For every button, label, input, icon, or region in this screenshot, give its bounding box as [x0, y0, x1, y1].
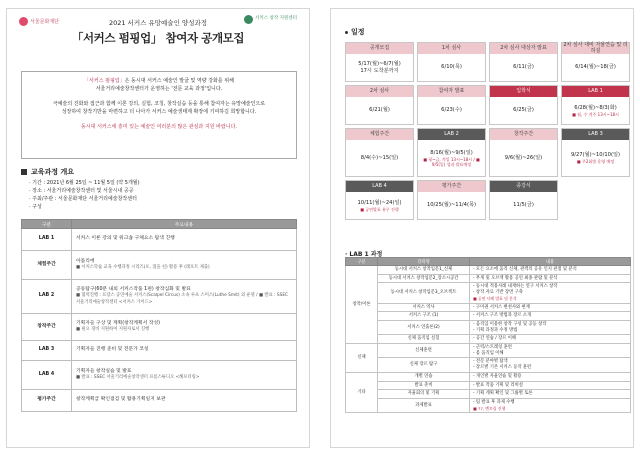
table-row: 동시대 서커스 창작입문3_오브젝트 - 동시대 적용사례 내재하는 연구 서커스 창작 - 창작 자료 기반 장면 구축 ■ 공연 사례 발표 및 분석: [346, 283, 631, 303]
schedule-row: [345, 42, 631, 82]
table-row: 체험주간 아틀리에 ■ 서커스학습 교육 수행과정 시리즈(포, 접을 친) 활용 후 (레포트 제출): [22, 251, 297, 280]
schedule-cell: LAB 4 10/11(월)~24(일) ■ 공연발표 유무 진행: [345, 180, 414, 220]
overview-period: · 기간 : 2021년 6월 25일 ~ 11월 5일 (약 5개월): [29, 180, 140, 186]
square-bullet-icon: [21, 169, 27, 175]
table-row: 발표 준비 - 발표 작품 기획 및 리허설: [346, 381, 631, 390]
schedule-cell: 체험주간 8/4(수)~15(일): [345, 128, 414, 177]
schedule-row: [345, 128, 631, 177]
table-row: 신체 움직임 실험 - 공간 연습 / 장르 이해: [346, 335, 631, 344]
curriculum-table: [21, 219, 297, 412]
schedule-cell: LAB 1 6/28(월)~8/3(화) ■ 월, 수 격주 13시~18시: [561, 85, 630, 125]
table-row: 창작주간 기획자들 구상 및 계획(창작계획서 작성) ■ 필요 경비 지원하여 지원자로서 진행: [22, 314, 297, 341]
schedule-heading: 일정: [345, 27, 365, 37]
program-subtitle: 2021 서커스 유망예술인 양성과정: [108, 19, 208, 27]
table-row: 평가주간 창작계획급 확인점검 및 활용기획일지 보관: [22, 390, 297, 412]
schedule-cell-empty: [561, 180, 630, 220]
table-header: 주요내용: [72, 220, 297, 229]
table-row: 동시대 서커스 창작입문2_장소시공간 - 무게 및 오브젝 활용 공연 최종 관람 및 분석: [346, 274, 631, 283]
overview-structure: · 구성: [29, 204, 42, 210]
schedule-cell: 입학식 6/25(금): [489, 85, 558, 125]
overview-place: · 장소 : 서울거리예술창작센터 및 서울시내 공공: [29, 188, 134, 194]
schedule-grid: [345, 42, 631, 223]
table-row: 신체 신체훈련 - 근력/스트레칭 훈련 - 몸 움직임 이해: [346, 344, 631, 358]
schedule-cell: 공개모집 5/17(월)~6/7(월) 17시 도착분까지: [345, 42, 414, 82]
schedule-cell: 2차 심사 대상자 발표 6/11(금): [489, 42, 558, 82]
table-row: 창작/이론 동시대 서커스 창작입문1_신체 - 모든 요소에 움직 신체, 관객의 공유 인지 관점 및 분석: [346, 266, 631, 275]
table-row: LAB 1 서커스 이론 강의 및 워크숍 구체요소 탐색 진행: [22, 229, 297, 251]
schedule-cell: 종강식 11/5(금): [489, 180, 558, 220]
overview-host: · 주최/주관 : 서울문화재단 서울거리예술창작센터: [29, 196, 137, 202]
schedule-cell: 1차 심사 6/10(목): [417, 42, 486, 82]
bullet-icon: [345, 31, 348, 34]
schedule-row: [345, 180, 631, 220]
section-heading: 교육과정 개요: [21, 167, 74, 177]
lab1-heading: · LAB 1 과정: [345, 251, 383, 258]
table-row: 과제발표 - 팀 발표 후 과제 수행 ■ 77, 멘토링 진행: [346, 398, 631, 412]
table-row: 기타 개별 연습 - 개인별 자율연습 및 활용: [346, 372, 631, 381]
table-row: 신체 장르 탐구 - 전문 분야별 탐색 - 장르별 기본 서커스 동작 훈련: [346, 358, 631, 372]
table-header: 강좌명: [378, 258, 470, 266]
schedule-cell: LAB 3 9/27(월)~10/10(일) ■ 주2회별 운영 예정: [561, 128, 630, 177]
schedule-row: [345, 85, 631, 125]
table-header: 내용: [470, 258, 631, 266]
table-row: 자율회의 및 기획 - 기획 계획 확인 및 그룹별 토론: [346, 390, 631, 399]
schedule-cell: LAB 2 8/16(월)~9/5(일) ■ 평~금, 격일 13시~18시 / ■ 9/5(일) 성과 발표예정: [417, 128, 486, 177]
circus-center-logo: 서커스 창작 지원센터: [244, 15, 297, 24]
schedule-cell: 창작주간 9/6(월)~26(일): [489, 128, 558, 177]
left-page: [6, 8, 310, 448]
table-row: 서커스 역사 - 구미권 서커스 변천사와 현재: [346, 303, 631, 312]
table-header: 구분: [346, 258, 378, 266]
right-page: [330, 8, 634, 448]
schedule-cell: 2차 심사 대비 자율연습 및 리허설 6/14(월)~18(금): [561, 42, 630, 82]
seoul-foundation-logo: 서울문화재단: [19, 17, 59, 26]
schedule-cell: 참여자 발표 6/23(수): [417, 85, 486, 125]
schedule-cell: 2차 심사 6/21(월): [345, 85, 414, 125]
lab1-table: [345, 257, 631, 413]
table-row: 서커스 연출론(2) - 움직임 이용한 창작 구성 및 공동 창작 - 기획 과정과 수정 방법: [346, 320, 631, 334]
page-title: 「서커스 펌핑업」 참여자 공개모집: [71, 31, 245, 45]
intro-box: 「서커스 펌핑업」은 동시대 서커스 예술인 발굴 및 역량 강화를 위해 서울거리예술창작센터가 운영하는 '전문 교육 과정'입니다. 극예술의 진화와 접근과 함께 이론 강의, 실험, 코칭, 창작실습 등을 통해 참여자는 유망예술인으로 성장하여 창작기반을 마련하고 더 나아가 서커스 예술생태계 확장에 기여하길 희망합니다. 동시대 서커스에 흥미 있는 예술인 여러분의 많은 관심과 지원 바랍니다.: [21, 71, 297, 159]
table-row: 서커스 구조 (1) - 서커스 구조 방법과 장르 소개: [346, 312, 631, 321]
table-row: LAB 3 기획자들 진행 준비 및 전문가 코칭: [22, 341, 297, 361]
table-row: LAB 4 기획자들 창작실습 및 발표 ■ 발표 : SSEC 서울거리예술창작센터 프롬스튜디오 <해포터링>: [22, 361, 297, 390]
table-header: 구분: [22, 220, 72, 229]
schedule-cell: 평가주간 10/25(월)~11/4(목): [417, 180, 486, 220]
table-row: LAB 2 공동탐구(60분 내외 서커스작품 1편) 창작심화 및 발표 ■ 협력진행 : 프랑스 공연예술 서커스(Scalpel Circus) 소속 루츠 스미스(Luthe Smit) 외 운영 / ■ 발표 : SSEC 서울거리예술창작센터 <서커스 가이드>: [22, 280, 297, 314]
